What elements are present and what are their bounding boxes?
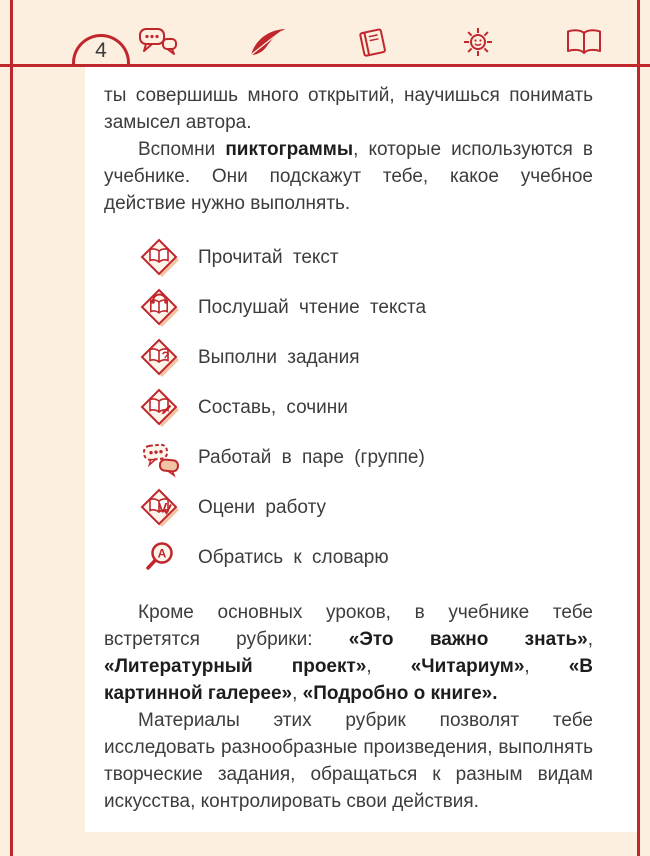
pictogram-label: Обратись к словарю [198,547,389,568]
quill-icon [247,26,287,58]
rubric-name: «Это важно знать» [348,629,588,650]
intro-p2-bold: пиктограммы [225,139,354,160]
intro-paragraph-2 [104,136,593,217]
pictogram-label: Выполни задания [198,347,360,368]
sun-icon [460,24,496,60]
read-text-icon [138,236,182,280]
left-rule [10,0,13,856]
listen-icon [138,286,182,330]
dictionary-icon [138,536,182,580]
rubric-name: «Читариум» [410,656,525,677]
rubrics-sep: , [524,656,569,677]
pictogram-label: Работай в паре (группе) [198,447,425,468]
pictogram-item-read [138,233,593,283]
pictogram-label: Послушай чтение текста [198,297,427,318]
page-number: 4 [95,39,107,62]
pictogram-item-pair [138,433,593,483]
rubric-name: «В картинной галерее» [104,656,593,704]
pictogram-label: Прочитай текст [198,247,339,268]
compose-icon [138,386,182,430]
rubric-name: «Подробно о книге». [302,683,498,704]
svg-text:?: ? [161,348,170,364]
rubrics-paragraph [104,599,593,707]
rubrics-sep: , [366,656,411,677]
rubrics-sep: , [587,629,593,650]
pair-work-icon [138,436,182,480]
rubrics-pre: Кроме основных уроков, в учебнике тебе встретятся рубрики: [104,602,593,650]
rubrics-sep: , [292,683,303,704]
right-rule [637,0,640,856]
main-text-column [104,82,593,815]
pictogram-label: Составь, сочини [198,397,348,418]
do-tasks-icon [138,336,182,380]
rubric-name: «Литературный проект» [104,656,367,677]
evaluate-icon [138,486,182,530]
page-number-badge [72,34,130,65]
intro-paragraph-1: ты совершишь много открытий, научишься понимать замысел автора. [104,85,593,133]
pictogram-item-compose [138,383,593,433]
closing-paragraph: Материалы этих рубрик позволят тебе исследовать разнообразные произведения, выполнять творческие задания, обращаться к разным видам искусства, контролировать свои действия. [104,710,593,812]
header-icon-row [138,24,604,60]
pictogram-item-listen [138,283,593,333]
intro-p2-pre: Вспомни [138,139,226,160]
pictogram-item-tasks [138,333,593,383]
intro-p2-post: , которые используются в учебнике. Они подскажут тебе, какое учебное действие нужно выполнять. [104,139,593,214]
speech-bubbles-icon [138,26,178,58]
svg-text:V: V [158,499,168,516]
pictogram-item-evaluate [138,483,593,533]
open-book-icon [564,27,604,57]
pictogram-list [138,233,593,583]
pictogram-label: Оцени работу [198,497,326,518]
closed-book-icon [355,25,391,59]
svg-text:А: А [157,546,167,561]
pictogram-item-dictionary [138,533,593,583]
